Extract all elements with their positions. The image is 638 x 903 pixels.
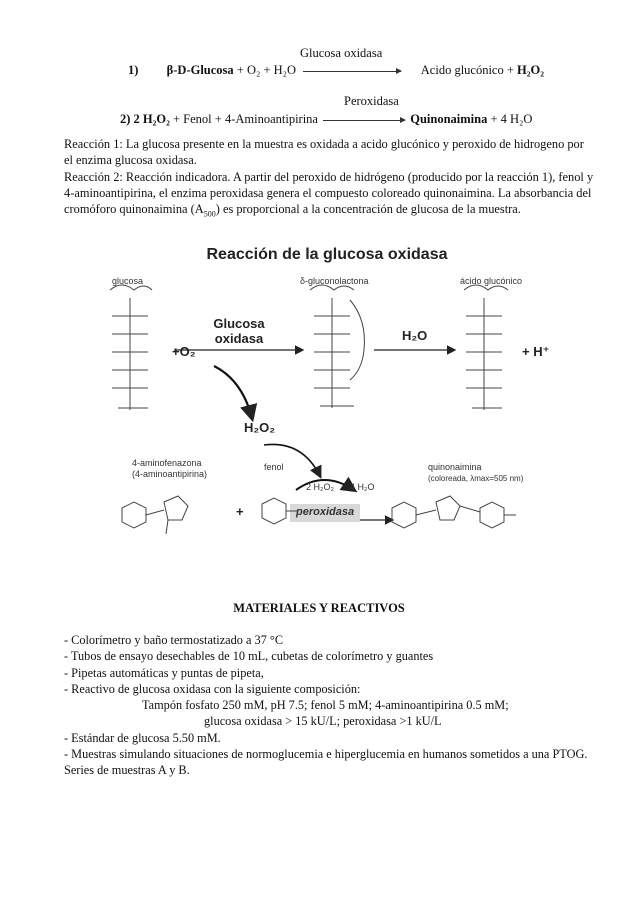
label-h2o: H₂O xyxy=(402,328,428,343)
reaction2-arrow xyxy=(323,120,405,121)
composition-line-1: Tampón fosfato 250 mM, pH 7.5; fenol 5 mM; 4-aminoantipirina 0.5 mM; xyxy=(142,698,509,713)
reaction2-number: 2) xyxy=(120,112,131,126)
paragraph-reaccion2-b: ) es proporcional a la concentración de glucosa de la muestra. xyxy=(215,202,521,217)
label-aminofenazona-1: 4-aminofenazona xyxy=(132,458,202,468)
label-2h2o2: 2 H₂O₂ xyxy=(306,482,334,492)
label-enzyme1-line2: oxidasa xyxy=(214,331,264,346)
reaction2-product-a: Quinonaimina xyxy=(410,112,488,126)
reaction2-rest: + Fenol + 4-Aminoantipirina xyxy=(169,112,318,126)
reaction1-reactant: β-D-Glucosa xyxy=(166,63,234,77)
reaction1-arrow xyxy=(303,71,401,72)
reaction2-equation xyxy=(120,112,532,127)
list-item: - Pipetas automáticas y puntas de pipeta, xyxy=(64,665,264,680)
reaction1-product-a: Acido glucónico + xyxy=(420,63,518,77)
label-hplus: + H⁺ xyxy=(522,344,550,359)
label-gluconolactona: δ-gluconolactona xyxy=(300,276,369,286)
label-peroxidasa: peroxidasa xyxy=(296,506,355,518)
list-item: - Reactivo de glucosa oxidasa con la siguiente composición: xyxy=(64,681,361,696)
figure-title: Reacción de la glucosa oxidasa xyxy=(206,246,448,263)
acido-gluconico-structure xyxy=(464,285,508,410)
arrow-h2o2 xyxy=(214,366,252,418)
paragraph-reaccion1: Reacción 1: La glucosa presente en la muestra es oxidada a acido glucónico y peroxido de hidrogeno por el enzima glucosa oxidasa. xyxy=(64,137,584,168)
reaction1-product-b: H₂O₂ xyxy=(517,63,544,77)
label-acido-gluconico: ácido glucónico xyxy=(460,276,523,286)
label-4h2o: 4 H₂O xyxy=(350,482,375,492)
paragraph-reaccion2-sub: 500 xyxy=(203,209,216,219)
list-item: - Tubos de ensayo desechables de 10 mL, cubetas de colorímetro y guantes xyxy=(64,649,434,664)
label-quinonaimina-sub: (coloreada, λmax=505 nm) xyxy=(428,474,524,483)
list-item: - Estándar de glucosa 5.50 mM. xyxy=(64,730,221,745)
reaction1-equation xyxy=(128,63,544,78)
reaction2-reactant: 2 H₂O₂ xyxy=(133,112,170,126)
list-item: - Colorímetro y baño termostatizado a 37 °C xyxy=(64,633,284,647)
label-h2o2: H₂O₂ xyxy=(244,420,276,435)
gluconolactona-structure xyxy=(310,285,364,408)
reaction1-number: 1) xyxy=(128,63,139,77)
label-aminofenazona xyxy=(132,458,207,480)
label-plus: + xyxy=(236,504,244,519)
paragraph-reaccion2-a: Reacción 2: Reacción indicadora. A partir del peroxido de hidrógeno (producido por la reacción 1), fenol y 4-aminoantipirina, el enzima peroxidasa genera el compuesto coloreado quinonaimina. La absorbancia del cromóforo quinonaimina (A xyxy=(64,170,594,217)
label-aminofenazona-2: (4-aminoantipirina) xyxy=(132,469,208,479)
list-item: - Muestras simulando situaciones de normoglucemia e hiperglucemia en humanos sometidos a una PTOG. Series de muestras A y B. xyxy=(64,747,588,778)
reaction1-rest: + O₂ + H₂O xyxy=(233,63,297,77)
label-quinonaimina-name: quinonaimina xyxy=(428,462,482,472)
label-glucosa: glucosa xyxy=(112,276,144,286)
composition-line-2: glucosa oxidasa > 15 kU/L; peroxidasa >1 kU/L xyxy=(204,714,442,729)
figure-glucose-oxidase xyxy=(92,240,562,545)
label-enzyme1 xyxy=(204,316,274,346)
section-title: MATERIALES Y REACTIVOS xyxy=(233,601,405,615)
quinonaimina-structure xyxy=(392,496,516,528)
label-fenol: fenol xyxy=(264,462,284,472)
label-quinonaimina xyxy=(428,462,523,484)
reaction2-product-b: + 4 H₂O xyxy=(487,112,533,126)
label-o2: +O₂ xyxy=(172,344,196,359)
aminoantipirina-structure xyxy=(122,496,188,534)
materials-list xyxy=(64,632,604,779)
label-enzyme1-line1: Glucosa xyxy=(213,316,265,331)
reaction1-enzyme: Glucosa oxidasa xyxy=(300,46,383,60)
reaction2-enzyme: Peroxidasa xyxy=(344,94,399,108)
glucosa-structure xyxy=(110,285,152,410)
paragraph-reaccion2 xyxy=(64,169,594,223)
